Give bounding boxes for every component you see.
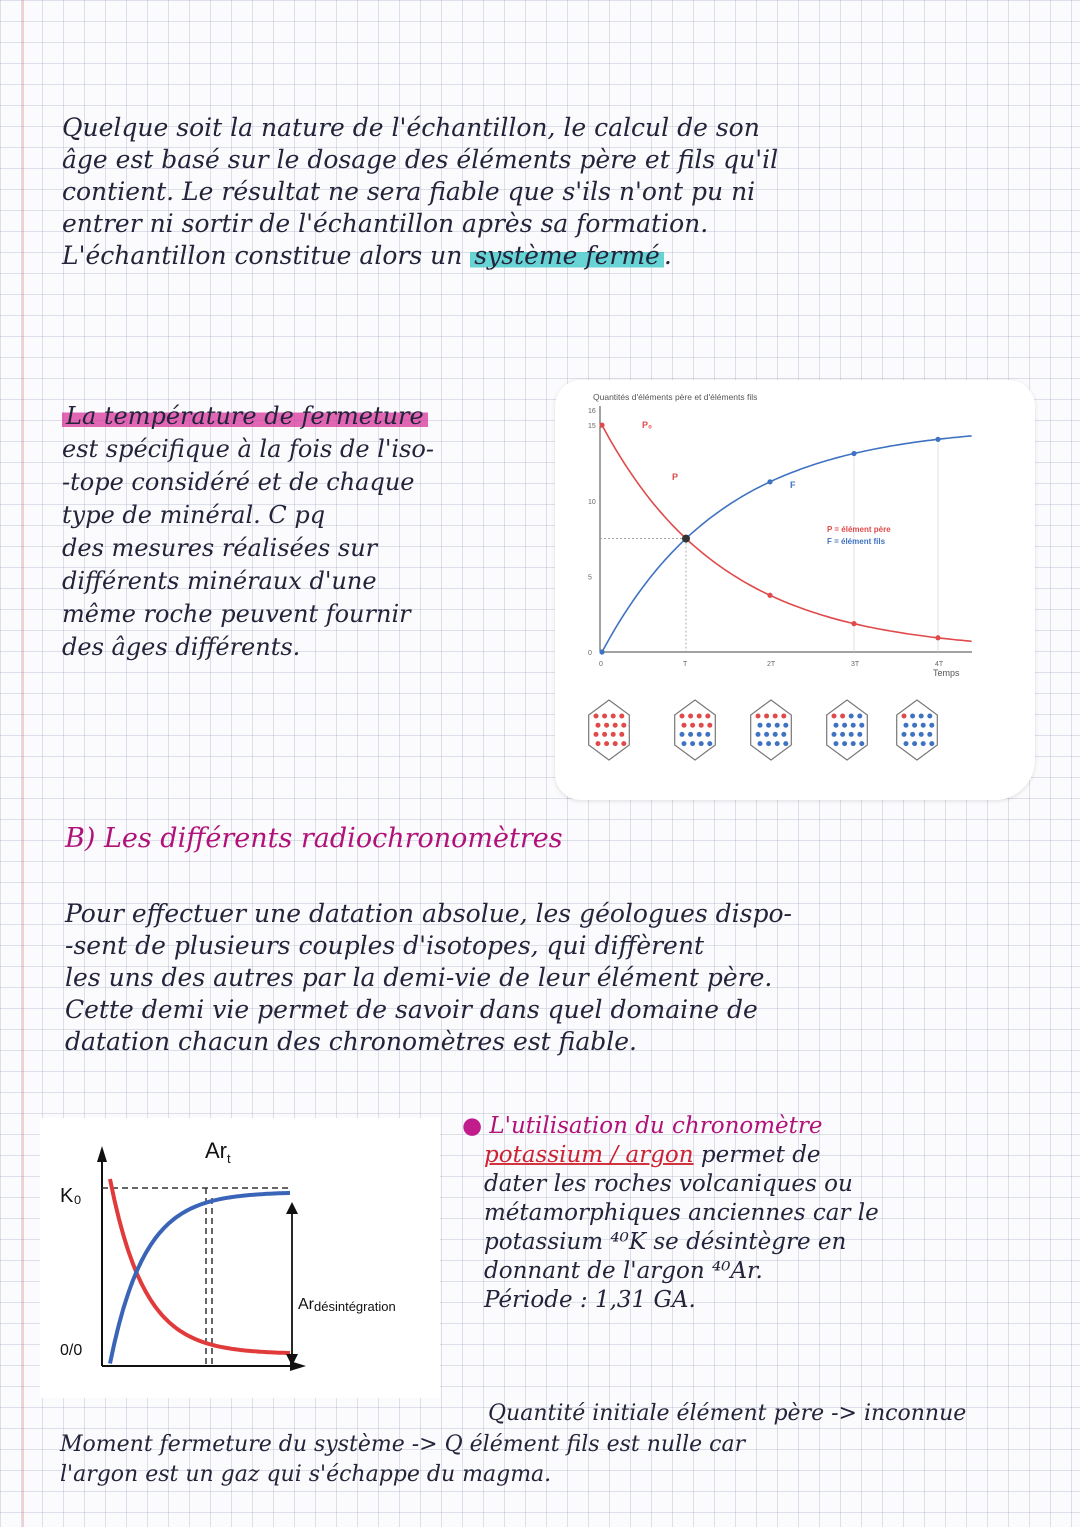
- crystal-child-atom: [851, 741, 856, 746]
- kar-paragraph: [462, 1112, 879, 1315]
- crystal-parent-atom: [840, 714, 845, 719]
- crystal-child-atom: [912, 723, 917, 728]
- kar-highlight-potassium-argon: potassium / argon: [484, 1142, 694, 1168]
- crystal-parent-atom: [699, 723, 704, 728]
- intro-line: Quelque soit la nature de l'échantillon, le calcul de son: [62, 113, 760, 142]
- crystal-child-atom: [834, 723, 839, 728]
- footer-lines: [60, 1430, 745, 1490]
- kar-bullet-heading: L'utilisation du chronomètre: [489, 1113, 823, 1139]
- crystal-parent-atom: [832, 714, 837, 719]
- crystal-child-atom: [842, 723, 847, 728]
- crystal-parent-atom: [594, 714, 599, 719]
- intro-line: contient. Le résultat ne sera fiable que s'ils n'ont pu ni: [62, 177, 756, 206]
- crystal-child-atom: [921, 741, 926, 746]
- intro-last-prefix: L'échantillon constitue alors un: [62, 241, 463, 270]
- crystal-child-atom: [766, 723, 771, 728]
- bullet-dot-icon: ●: [462, 1113, 483, 1139]
- decay-x-tick-label: 2T: [767, 661, 776, 668]
- kar-label-origin: 0/0: [60, 1342, 83, 1359]
- crystal-parent-atom: [756, 714, 761, 719]
- crystal-child-atom: [840, 732, 845, 737]
- section-b-title-text: B) Les différents radiochronomètres: [65, 823, 563, 854]
- decay-intersection-point: [682, 535, 690, 543]
- crystal-child-atom: [927, 732, 932, 737]
- decay-child-point: [851, 451, 856, 456]
- crystal-child-atom: [857, 732, 862, 737]
- crystal-child-atom: [688, 732, 693, 737]
- crystal-parent-atom: [613, 741, 618, 746]
- decay-y-tick-label: 10: [588, 498, 596, 506]
- crystal-parent-atom: [604, 723, 609, 728]
- intro-last-suffix: .: [663, 241, 672, 270]
- crystal-child-atom: [783, 741, 788, 746]
- crystal-hexagon: [589, 700, 630, 760]
- footer-line-3: l'argon est un gaz qui s'échappe du magma.: [60, 1462, 552, 1487]
- footer-line-1-text: Quantité initiale élément père -> inconnue: [488, 1401, 967, 1426]
- kar-line: métamorphiques anciennes car le: [484, 1200, 879, 1226]
- crystal-child-atom: [912, 741, 917, 746]
- kar-line: potassium ⁴⁰K se désintègre en: [484, 1229, 847, 1255]
- kar-line-2: [462, 1141, 879, 1170]
- intro-line: entrer ni sortir de l'échantillon après sa formation.: [62, 209, 709, 238]
- intro-paragraph: [62, 112, 778, 272]
- decay-parent-point: [851, 621, 856, 626]
- closure-line: -tope considéré et de chaque: [62, 468, 415, 496]
- crystal-child-atom: [859, 723, 864, 728]
- crystal-child-atom: [851, 723, 856, 728]
- crystal-child-atom: [921, 723, 926, 728]
- decay-chart-card: [555, 380, 1035, 800]
- decay-y-tick-label: 15: [588, 423, 596, 431]
- crystal-child-atom: [707, 741, 712, 746]
- crystal-parent-atom: [596, 723, 601, 728]
- kar-chart: [40, 1118, 440, 1398]
- kar-arrow-up-icon: [286, 1202, 298, 1214]
- crystal-child-atom: [929, 723, 934, 728]
- crystal-parent-atom: [764, 714, 769, 719]
- crystal-child-atom: [859, 741, 864, 746]
- decay-parent-point: [599, 423, 604, 428]
- crystal-child-atom: [849, 714, 854, 719]
- closure-line: est spécifique à la fois de l'iso-: [62, 435, 434, 463]
- label-p0: P₀: [642, 420, 653, 430]
- crystal-child-atom: [758, 723, 763, 728]
- crystal-child-atom: [682, 741, 687, 746]
- crystal-child-atom: [775, 723, 780, 728]
- crystal-child-atom: [919, 732, 924, 737]
- decay-x-tick-label: 3T: [851, 661, 860, 668]
- kar-line: dater les roches volcaniques ou: [484, 1171, 853, 1197]
- crystal-child-atom: [783, 723, 788, 728]
- closure-heading: [62, 400, 434, 433]
- crystal-child-atom: [690, 741, 695, 746]
- legend-parent: P = élément père: [827, 525, 891, 534]
- section-b-line: -sent de plusieurs couples d'isotopes, qui diffèrent: [65, 931, 705, 960]
- crystal-parent-atom: [611, 714, 616, 719]
- crystal-parent-atom: [697, 714, 702, 719]
- intro-last-line: [62, 240, 778, 272]
- crystal-child-atom: [773, 732, 778, 737]
- decay-chart: [555, 380, 1035, 800]
- crystal-parent-atom: [773, 714, 778, 719]
- decay-y-tick-label: 5: [588, 574, 592, 582]
- decay-parent-point: [767, 593, 772, 598]
- crystal-child-atom: [832, 732, 837, 737]
- decay-child-curve: [602, 436, 972, 652]
- footer-line-2: Moment fermeture du système -> Q élément fils est nulle car: [60, 1432, 746, 1457]
- crystal-parent-atom: [596, 741, 601, 746]
- decay-parent-point: [935, 635, 940, 640]
- section-b-line: les uns des autres par la demi-vie de leur élément père.: [65, 963, 773, 992]
- kar-label-ar: $Ar_t$: [205, 1138, 231, 1166]
- section-b-paragraph: [65, 898, 792, 1058]
- closure-heading-text: La température de fermeture: [62, 402, 428, 430]
- crystal-child-atom: [904, 741, 909, 746]
- kar-line-2-rest: permet de: [700, 1142, 821, 1168]
- crystal-parent-atom: [619, 714, 624, 719]
- closure-line: des âges différents.: [62, 633, 301, 661]
- crystal-child-atom: [758, 741, 763, 746]
- crystal-parent-atom: [613, 723, 618, 728]
- section-b-line: Pour effectuer une datation absolue, les géologues dispo-: [65, 899, 792, 928]
- crystal-parent-atom: [682, 723, 687, 728]
- closure-paragraph: [62, 400, 434, 664]
- crystal-child-atom: [927, 714, 932, 719]
- crystal-child-atom: [764, 732, 769, 737]
- crystal-parent-atom: [680, 714, 685, 719]
- decay-y-tick-label: 0: [588, 650, 592, 657]
- label-f: F: [790, 480, 796, 490]
- crystal-child-atom: [919, 714, 924, 719]
- crystal-child-atom: [834, 741, 839, 746]
- highlight-systeme-ferme: système fermé: [470, 241, 664, 270]
- decay-parent-curve: [602, 425, 972, 641]
- section-b-line: Cette demi vie permet de savoir dans quel domaine de: [65, 995, 758, 1024]
- crystal-parent-atom: [594, 732, 599, 737]
- chart-title: Quantités d'éléments père et d'éléments fils: [593, 392, 758, 402]
- closure-line: type de minéral. C pq: [62, 501, 326, 529]
- crystal-parent-atom: [602, 732, 607, 737]
- decay-child-point: [935, 437, 940, 442]
- kar-line-periode: Période : 1,31 GA.: [484, 1287, 696, 1313]
- crystal-child-atom: [902, 732, 907, 737]
- kar-bullet-line: [462, 1112, 879, 1141]
- crystal-parent-atom: [621, 723, 626, 728]
- crystal-parent-atom: [705, 714, 710, 719]
- decay-child-point: [767, 479, 772, 484]
- crystal-child-atom: [857, 714, 862, 719]
- crystal-child-atom: [705, 732, 710, 737]
- closure-line: des mesures réalisées sur: [62, 534, 378, 562]
- crystal-parent-atom: [611, 732, 616, 737]
- closure-line: même roche peuvent fournir: [62, 600, 411, 628]
- crystal-parent-atom: [619, 732, 624, 737]
- crystal-child-atom: [929, 741, 934, 746]
- decay-child-point: [599, 649, 604, 654]
- crystal-parent-atom: [602, 714, 607, 719]
- legend-child: F = élément fils: [827, 537, 886, 546]
- crystal-hexagon: [897, 700, 938, 760]
- crystal-child-atom: [697, 732, 702, 737]
- crystal-child-atom: [766, 741, 771, 746]
- decay-y-tick-label: 16: [588, 408, 596, 415]
- decay-x-tick-label: T: [683, 661, 688, 668]
- crystal-hexagon: [751, 700, 792, 760]
- crystal-parent-atom: [902, 714, 907, 719]
- crystal-child-atom: [775, 741, 780, 746]
- label-p: P: [672, 472, 679, 482]
- closure-line: différents minéraux d'une: [62, 567, 377, 595]
- crystal-child-atom: [699, 741, 704, 746]
- crystal-parent-atom: [707, 723, 712, 728]
- kar-y-arrow-icon: [97, 1146, 107, 1162]
- kar-line: donnant de l'argon ⁴⁰Ar.: [484, 1258, 763, 1284]
- crystal-child-atom: [910, 732, 915, 737]
- crystal-parent-atom: [690, 723, 695, 728]
- footer-line-1: [488, 1400, 966, 1428]
- crystal-parent-atom: [781, 714, 786, 719]
- crystal-parent-atom: [604, 741, 609, 746]
- decay-x-tick-label: 0: [599, 661, 603, 668]
- crystal-child-atom: [756, 732, 761, 737]
- crystal-child-atom: [904, 723, 909, 728]
- crystal-child-atom: [849, 732, 854, 737]
- section-b-line: datation chacun des chronomètres est fiable.: [65, 1027, 637, 1056]
- crystal-child-atom: [842, 741, 847, 746]
- kar-chart-card: [40, 1118, 440, 1398]
- kar-label-ar-decay: Ardésintégration: [298, 1296, 396, 1314]
- crystal-child-atom: [781, 732, 786, 737]
- crystal-child-atom: [910, 714, 915, 719]
- kar-label-k0: K₀: [60, 1185, 82, 1207]
- crystal-parent-atom: [688, 714, 693, 719]
- x-axis-label: Temps: [933, 668, 960, 678]
- decay-x-tick-label: 4T: [935, 661, 944, 668]
- section-b-title: [65, 822, 563, 856]
- crystal-child-atom: [680, 732, 685, 737]
- intro-line: âge est basé sur le dosage des éléments père et fils qu'il: [62, 145, 779, 174]
- crystal-hexagon: [675, 700, 716, 760]
- page-margin-line: [22, 0, 24, 1527]
- crystal-parent-atom: [621, 741, 626, 746]
- crystal-hexagon: [827, 700, 868, 760]
